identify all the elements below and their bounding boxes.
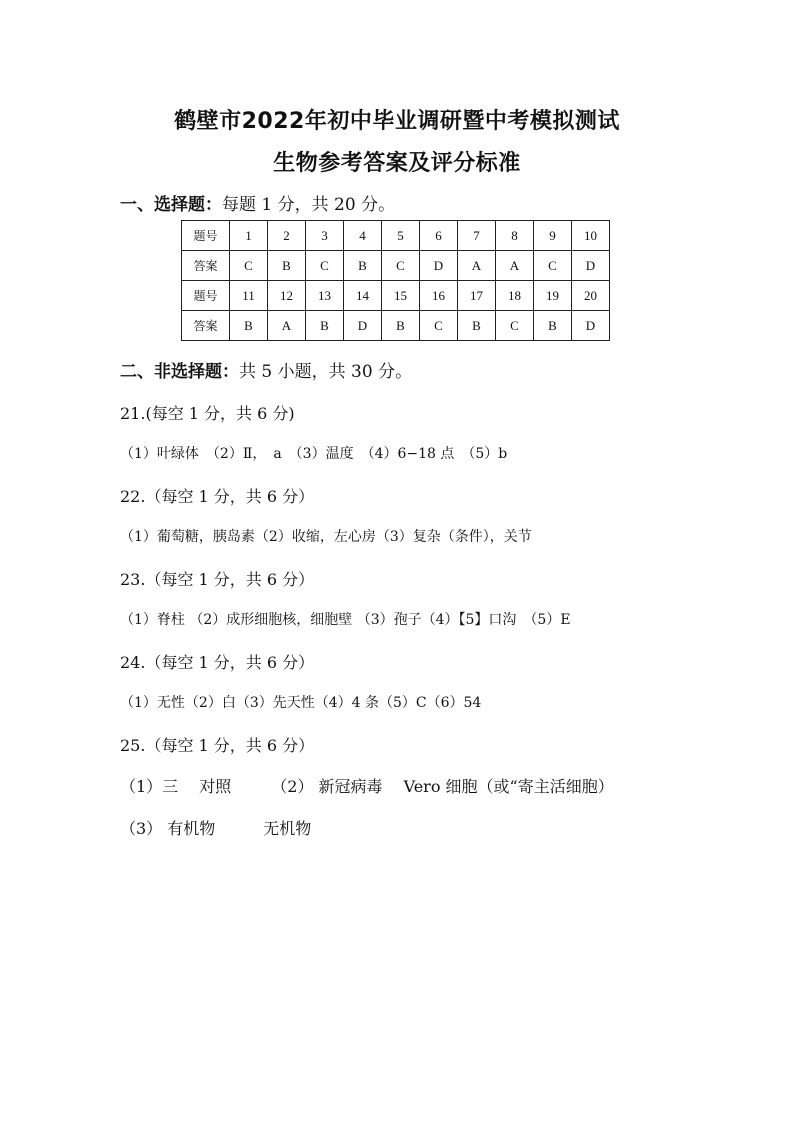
question-heading: 21.(每空 1 分，共 6 分) (120, 404, 295, 423)
question-heading: 23.（每空 1 分，共 6 分） (120, 570, 315, 589)
table-row (182, 221, 610, 251)
question-answer: （1）脊柱 （2）成形细胞核，细胞壁 （3）孢子（4）【5】口沟 （5）E (120, 612, 571, 628)
table-cell: B (382, 311, 420, 341)
row-label: 答案 (182, 251, 230, 281)
page-title: 鹤壁市2022年初中毕业调研暨中考模拟测试 (174, 109, 620, 134)
table-cell: 1 (230, 221, 268, 251)
table-cell: 15 (382, 281, 420, 311)
section-description: 每题 1 分，共 20 分。 (222, 195, 396, 215)
question-answer: （3） 有机物 无机物 (120, 819, 312, 838)
table-cell: 5 (382, 221, 420, 251)
table-cell: C (382, 251, 420, 281)
table-cell: 13 (306, 281, 344, 311)
row-label: 题号 (182, 281, 230, 311)
table-cell: B (268, 251, 306, 281)
table-cell: 7 (458, 221, 496, 251)
table-cell: C (496, 311, 534, 341)
table-cell: 17 (458, 281, 496, 311)
table-cell: D (572, 311, 610, 341)
table-cell: 14 (344, 281, 382, 311)
table-cell: C (534, 251, 572, 281)
question-heading: 22.（每空 1 分，共 6 分） (120, 487, 315, 506)
question-heading: 25.（每空 1 分，共 6 分） (120, 736, 315, 755)
question-answer: （1）葡萄糖，胰岛素（2）收缩，左心房（3）复杂（条件），关节 (120, 529, 532, 545)
table-cell: 12 (268, 281, 306, 311)
section-non-choice (120, 357, 412, 382)
page-subtitle: 生物参考答案及评分标准 (273, 151, 521, 176)
table-cell: C (230, 251, 268, 281)
table-cell: A (496, 251, 534, 281)
table-cell: B (306, 311, 344, 341)
question-answer: （1）无性（2）白（3）先天性（4）4 条（5）C（6）54 (120, 695, 482, 711)
table-cell: C (306, 251, 344, 281)
table-cell: 9 (534, 221, 572, 251)
table-row (182, 281, 610, 311)
section-description: 共 5 小题，共 30 分。 (239, 362, 413, 382)
table-cell: A (458, 251, 496, 281)
table-cell: 2 (268, 221, 306, 251)
question-heading: 24.（每空 1 分，共 6 分） (120, 653, 315, 672)
table-cell: 4 (344, 221, 382, 251)
row-label: 题号 (182, 221, 230, 251)
table-cell: 18 (496, 281, 534, 311)
row-label: 答案 (182, 311, 230, 341)
answer-table (181, 220, 610, 341)
section-heading: 二、非选择题： (120, 362, 239, 382)
table-cell: D (572, 251, 610, 281)
table-cell: 19 (534, 281, 572, 311)
table-cell: A (268, 311, 306, 341)
table-cell: 11 (230, 281, 268, 311)
table-cell: 10 (572, 221, 610, 251)
table-cell: 3 (306, 221, 344, 251)
table-cell: 16 (420, 281, 458, 311)
section-heading: 一、选择题： (120, 195, 222, 215)
table-cell: B (230, 311, 268, 341)
table-cell: 8 (496, 221, 534, 251)
question-answer: （1）三 对照 （2） 新冠病毒 Vero 细胞（或“寄主活细胞） (120, 777, 614, 796)
table-cell: C (420, 311, 458, 341)
section-multiple-choice (120, 190, 395, 215)
table-cell: D (420, 251, 458, 281)
question-answer: （1）叶绿体 （2）Ⅱ， a （3）温度 （4）6−18 点 （5）b (120, 446, 508, 462)
table-cell: B (344, 251, 382, 281)
table-cell: 6 (420, 221, 458, 251)
table-row (182, 251, 610, 281)
table-cell: 20 (572, 281, 610, 311)
table-cell: D (344, 311, 382, 341)
table-cell: B (534, 311, 572, 341)
table-cell: B (458, 311, 496, 341)
table-row (182, 311, 610, 341)
